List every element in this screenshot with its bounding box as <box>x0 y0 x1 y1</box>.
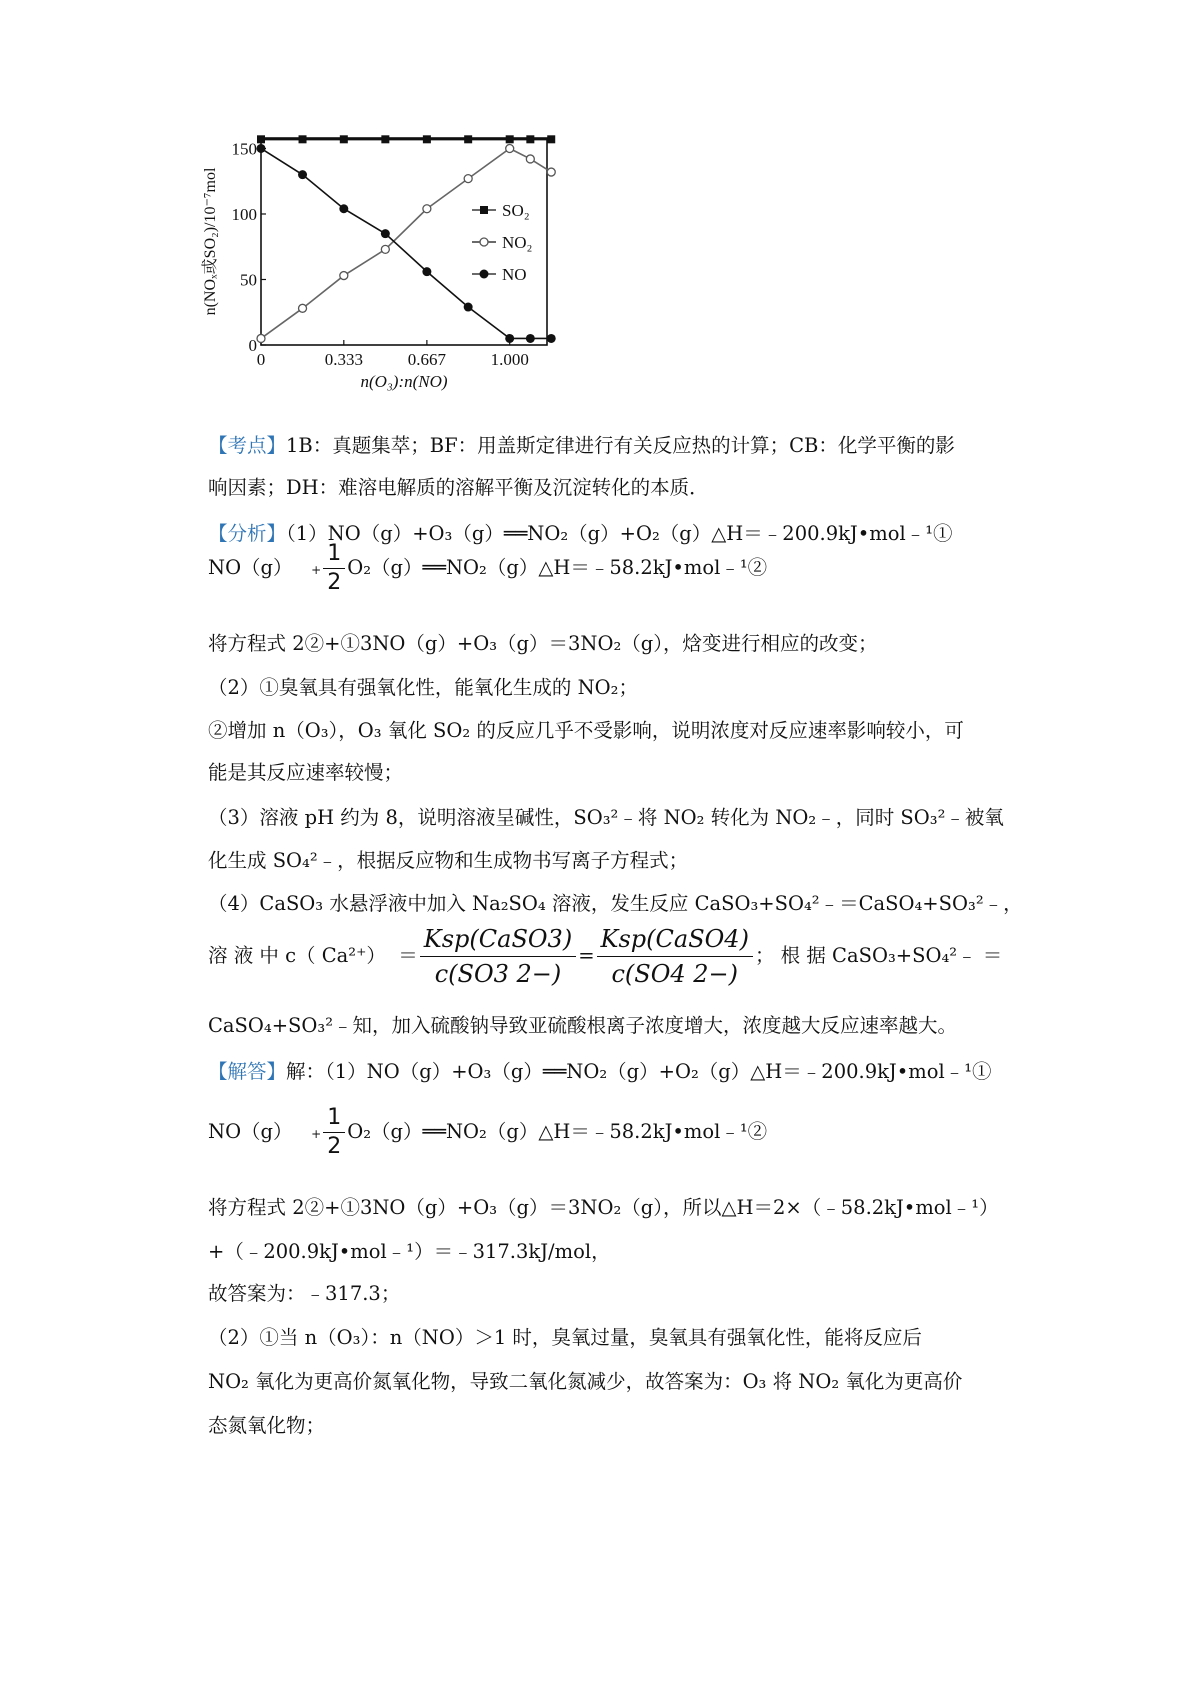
so2-point <box>506 135 514 143</box>
fenxi-line-6: 能是其反应速率较慢； <box>208 761 404 784</box>
so2-point <box>464 135 472 143</box>
so2-point <box>257 135 265 143</box>
fenxi-line-8: 化生成 SO₄²﹣，根据反应物和生成物书写离子方程式； <box>208 849 689 872</box>
half-fraction: $\frac{1}{2}$ <box>323 540 345 597</box>
so2-point <box>526 135 534 143</box>
jieda-line-1: 【解答】解：（1）NO（g）+O₃（g）══NO₂（g）+O₂（g）△H＝﹣200.9kJ•mol﹣¹① <box>208 1060 992 1083</box>
so2-point <box>423 135 431 143</box>
half-fraction-2: $\frac{1}{2}$ <box>323 1104 345 1161</box>
legend-label: NO₂ <box>502 233 533 252</box>
y-tick-label: 50 <box>240 270 257 290</box>
so2-point <box>299 135 307 143</box>
no2-point <box>340 272 348 280</box>
fenxi-tag: 【分析】 <box>208 522 287 545</box>
fenxi-line-5: ②增加 n（O₃），O₃ 氧化 SO₂ 的反应几乎不受影响，说明浓度对反应速率影响较小，可 <box>208 719 964 742</box>
kaodian-line-2: 响因素；DH：难溶电解质的溶解平衡及沉淀转化的本质． <box>208 476 709 499</box>
x-tick-label: 0.333 <box>324 350 363 369</box>
no-point <box>422 267 431 276</box>
no2-point <box>381 245 389 253</box>
y-tick-label: 0 <box>248 336 257 355</box>
x-axis-label: n(O₃):n(NO) <box>360 372 448 391</box>
kaodian-tag: 【考点】 <box>208 434 287 457</box>
fenxi-line-7: （3）溶液 pH 约为 8，说明溶液呈碱性，SO₃²﹣将 NO₂ 转化为 NO₂﹣，同时 SO₃²﹣被氧 <box>208 806 1004 829</box>
no-point <box>257 144 266 153</box>
ksp-caso3-fraction: $\frac{\text{Ksp(CaSO3)}}{c(SO3 2-)}$ <box>420 922 576 991</box>
fenxi-line-11: CaSO₄+SO₃²﹣知，加入硫酸钠导致亚硫酸根离子浓度增大，浓度越大反应速率越大。 <box>208 1014 958 1037</box>
no2-point <box>257 334 265 342</box>
chart-svg <box>200 130 600 430</box>
legend-label: NO <box>502 265 527 284</box>
y-tick-label: 150 <box>231 139 257 159</box>
y-tick-label: 100 <box>231 204 257 224</box>
fenxi-eq2: NO（g） + $\frac{1}{2}$ O₂（g）══NO₂（g）△H＝﹣58.2kJ•mol﹣¹② <box>208 541 768 595</box>
no-point <box>547 334 556 343</box>
no2-point <box>423 205 431 213</box>
so2-point <box>381 135 389 143</box>
no-point <box>381 229 390 238</box>
fenxi-line-3: 将方程式 2②+①3NO（g）+O₃（g）＝3NO₂（g），焓变进行相应的改变； <box>208 632 878 655</box>
jieda-line-5: 故答案为：﹣317.3； <box>208 1282 401 1305</box>
so2-point <box>547 135 555 143</box>
legend-marker-no2 <box>480 238 488 246</box>
fenxi-ksp-line: 溶 液 中 c（ Ca²⁺） ＝ $\frac{\text{Ksp(CaSO3)}}{c(SO3 2-)}$ = $\frac{\text{Ksp(CaSO4)}}{c(SO4 2-)}$ ； 根 据 CaSO₃+SO₄²﹣ ＝ <box>208 922 1002 991</box>
kaodian-line-1: 【考点】1B：真题集萃；BF：用盖斯定律进行有关反应热的计算；CB：化学平衡的影 <box>208 434 955 457</box>
jieda-line-7: NO₂ 氧化为更高价氮氧化物，导致二氧化氮减少，故答案为：O₃ 将 NO₂ 氧化为更高价 <box>208 1370 963 1393</box>
legend-marker-so2 <box>480 206 488 214</box>
no-point <box>339 204 348 213</box>
jieda-eq2: NO（g） + $\frac{1}{2}$ O₂（g）══NO₂（g）△H＝﹣58.2kJ•mol﹣¹② <box>208 1105 768 1159</box>
jieda-line-6: （2）①当 n（O₃）：n（NO）＞1 时，臭氧过量，臭氧具有强氧化性，能将反应后 <box>208 1326 922 1349</box>
no2-point <box>547 168 555 176</box>
fenxi-line-9: （4）CaSO₃ 水悬浮液中加入 Na₂SO₄ 溶液，发生反应 CaSO₃+SO₄²﹣＝CaSO₄+SO₃²﹣， <box>208 892 1023 915</box>
no-point <box>298 170 307 179</box>
no2-point <box>464 175 472 183</box>
no2-point <box>526 155 534 163</box>
x-tick-label: 1.000 <box>490 350 529 369</box>
y-axis-label: n(NOₓ或SO₂)/10⁻⁷mol <box>202 167 219 316</box>
no-point <box>464 303 473 312</box>
x-tick-label: 0.667 <box>407 350 447 369</box>
no2-point <box>299 304 307 312</box>
fenxi-line-1: 【分析】（1）NO（g）+O₃（g）══NO₂（g）+O₂（g）△H＝﹣200.9kJ•mol﹣¹① <box>208 522 953 545</box>
chart <box>200 130 600 430</box>
no-point <box>505 334 514 343</box>
legend-marker-no <box>480 270 489 279</box>
ksp-caso4-fraction: $\frac{\text{Ksp(CaSO4)}}{c(SO4 2-)}$ <box>597 922 753 991</box>
jieda-tag: 【解答】 <box>208 1060 287 1083</box>
no2-point <box>506 144 514 152</box>
jieda-line-3: 将方程式 2②+①3NO（g）+O₃（g）＝3NO₂（g），所以△H＝2×（﹣58.2kJ•mol﹣¹） <box>208 1196 999 1219</box>
legend-label: SO₂ <box>502 201 530 220</box>
jieda-line-4: +（﹣200.9kJ•mol﹣¹）＝﹣317.3kJ/mol， <box>208 1240 611 1263</box>
no-point <box>526 334 535 343</box>
jieda-line-8: 态氮氧化物； <box>208 1414 326 1437</box>
x-tick-label: 0 <box>256 350 266 369</box>
fenxi-line-4: （2）①臭氧具有强氧化性，能氧化生成的 NO₂； <box>208 676 638 699</box>
so2-point <box>340 135 348 143</box>
